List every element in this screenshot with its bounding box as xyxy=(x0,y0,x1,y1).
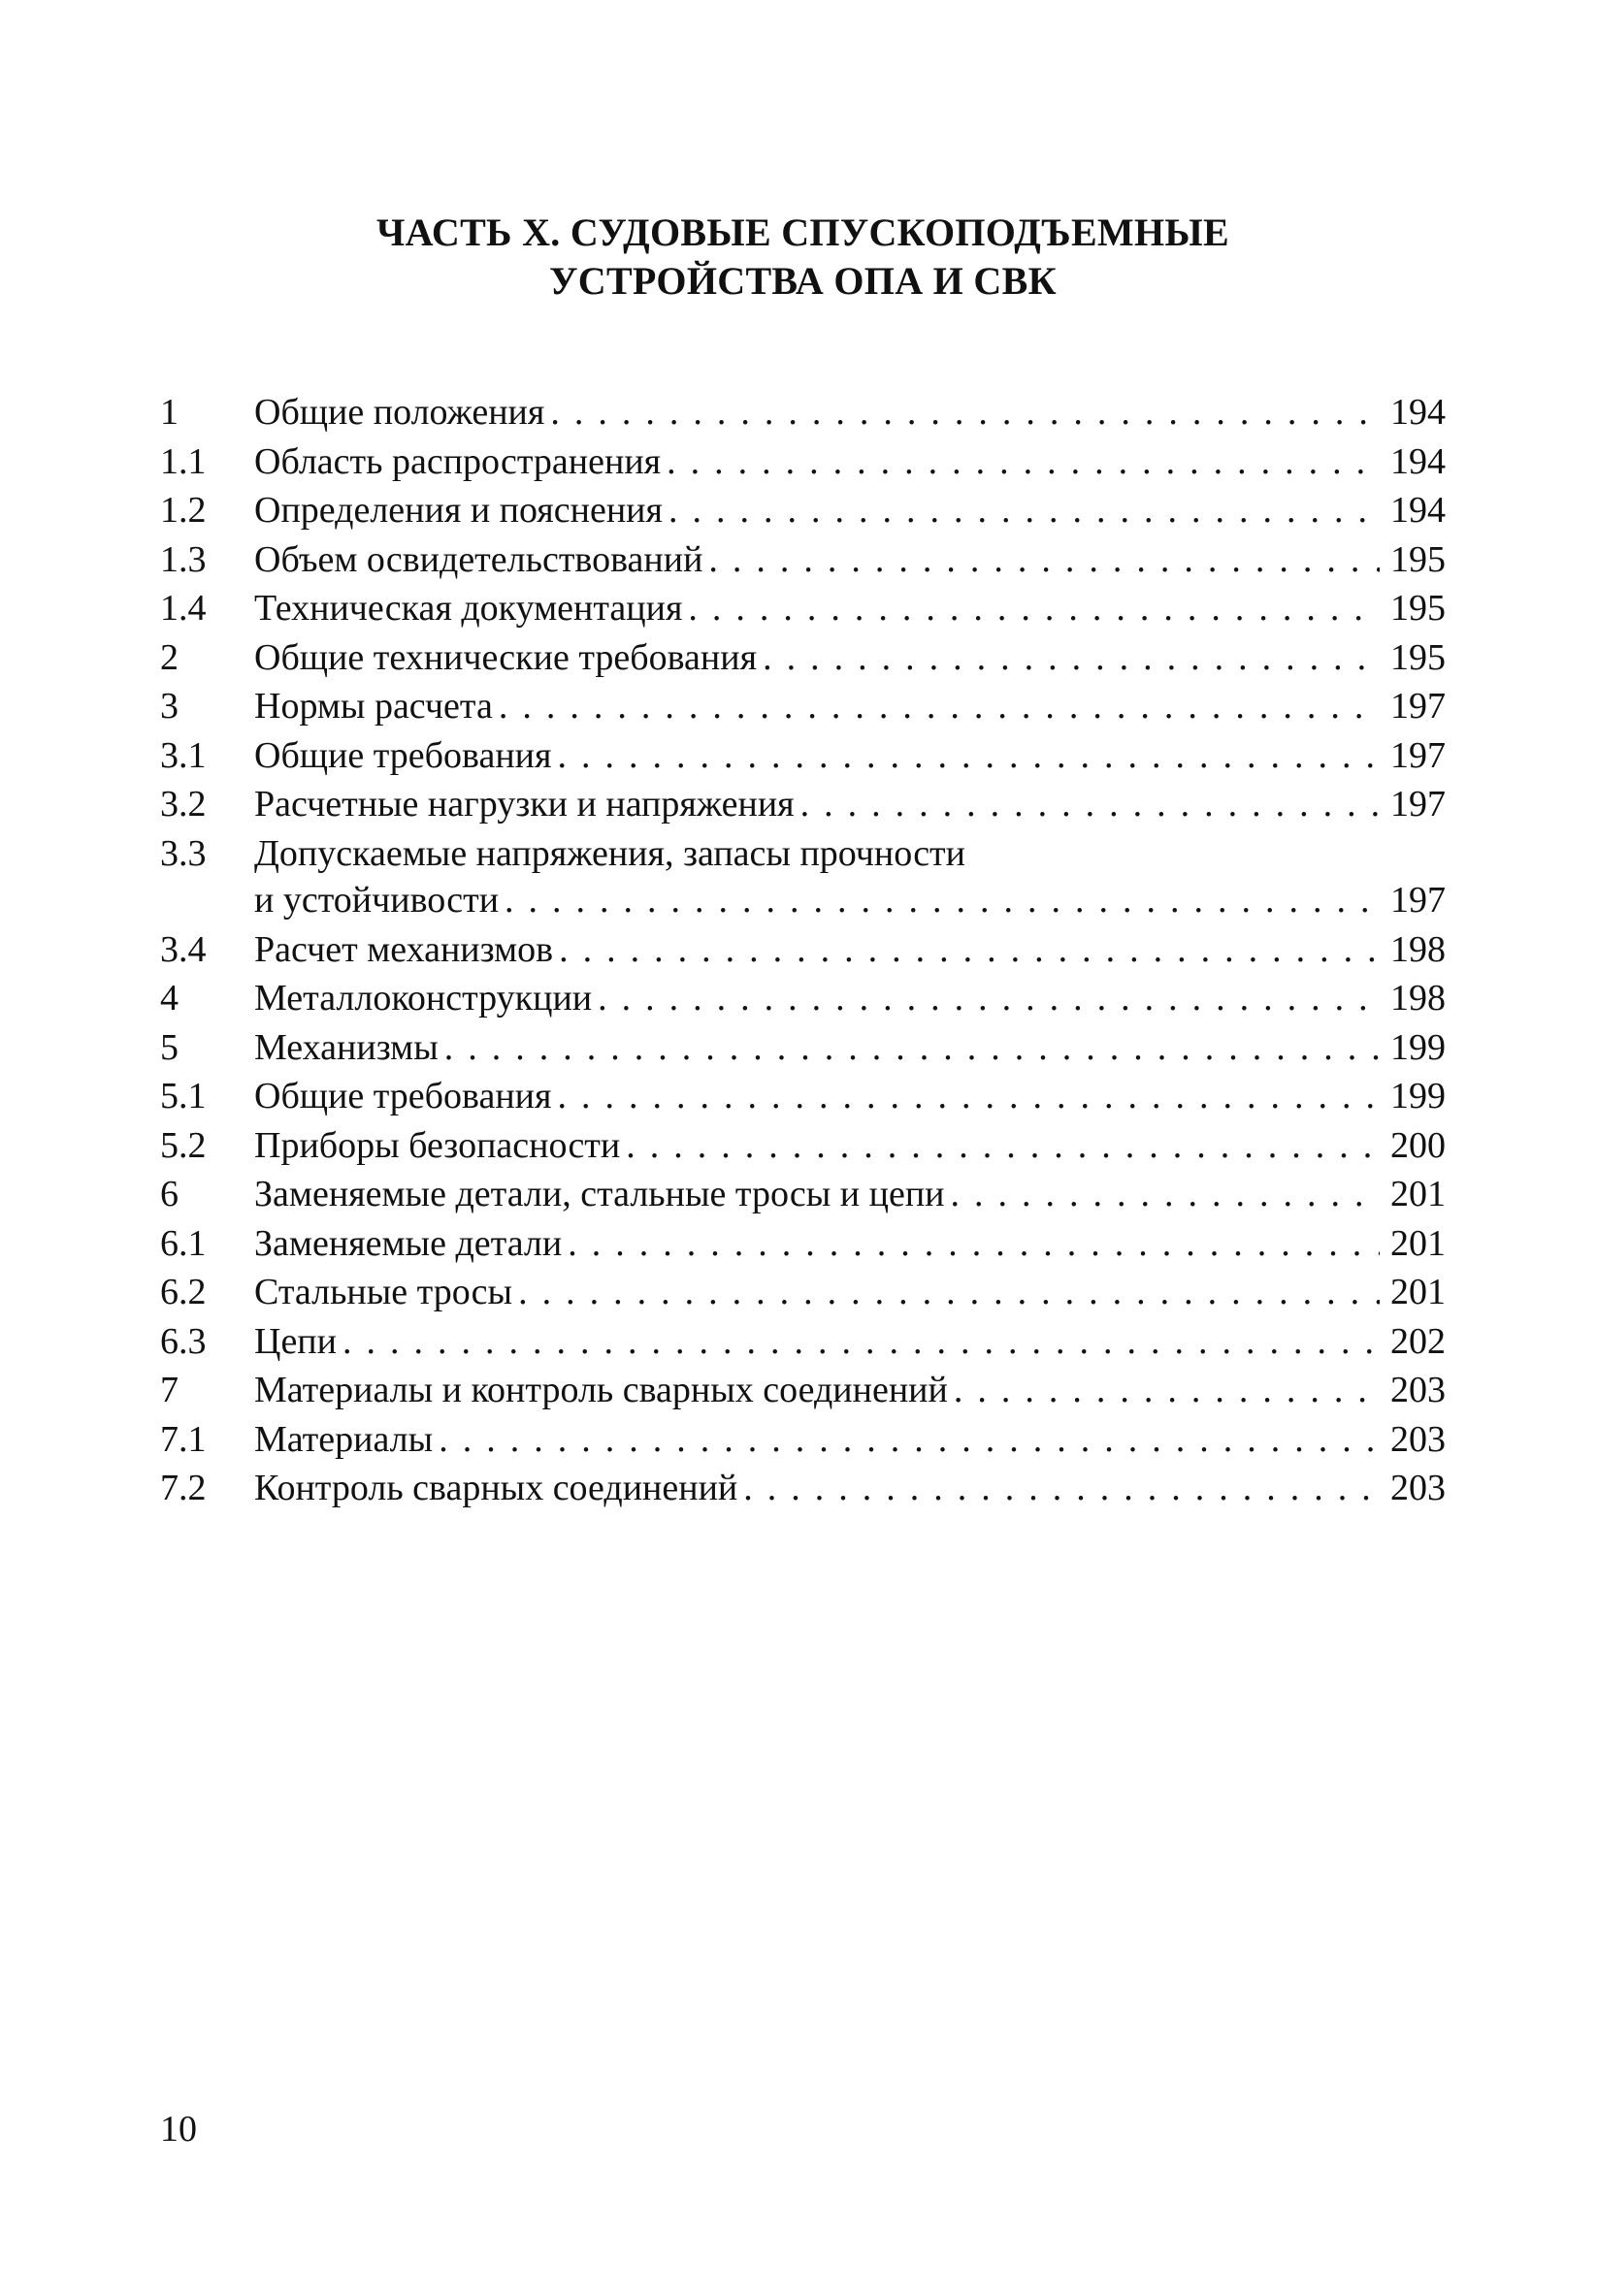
toc-entry-page: 201 xyxy=(1390,1272,1446,1312)
toc-entry-number: 6.2 xyxy=(160,1272,207,1312)
toc-entry-title: Нормы расчета xyxy=(254,686,493,727)
dot-leader xyxy=(559,925,1380,975)
toc-entry-number: 2 xyxy=(160,636,179,678)
toc-entry[interactable] xyxy=(160,1366,1446,1415)
toc-entry-number: 4 xyxy=(160,978,179,1019)
toc-entry[interactable] xyxy=(160,1072,1446,1121)
section-title-line-1: ЧАСТЬ X. СУДОВЫЕ СПУСКОПОДЪЕМНЫЕ xyxy=(376,210,1229,254)
dot-leader xyxy=(763,633,1380,683)
dot-leader xyxy=(800,780,1380,829)
toc-entry-title: Механизмы xyxy=(254,1026,439,1068)
table-of-contents xyxy=(160,388,1446,1513)
toc-entry[interactable] xyxy=(160,1170,1446,1219)
toc-entry[interactable] xyxy=(160,682,1446,731)
toc-entry-page: 203 xyxy=(1390,1468,1446,1508)
toc-entry-title: Общие требования xyxy=(254,1076,552,1116)
dot-leader xyxy=(557,1072,1380,1121)
toc-entry[interactable] xyxy=(160,1023,1446,1073)
toc-entry-title: Заменяемые детали, стальные тросы и цепи xyxy=(254,1174,945,1214)
dot-leader xyxy=(550,388,1380,437)
toc-entry-title-continued: и устойчивости xyxy=(254,880,500,921)
toc-entry-number: 5 xyxy=(160,1026,179,1068)
toc-entry-number: 1.4 xyxy=(160,588,207,629)
toc-entry-page: 199 xyxy=(1390,1076,1446,1116)
toc-entry-title: Область распространения xyxy=(254,440,662,482)
toc-entry-title: Контроль сварных соединений xyxy=(254,1468,738,1508)
toc-entry[interactable] xyxy=(160,1219,1446,1269)
toc-entry-title: Техническая документация xyxy=(254,588,683,629)
toc-entry-title: Расчетные нагрузки и напряжения xyxy=(254,784,795,825)
toc-entry[interactable] xyxy=(160,1268,1446,1317)
toc-entry-page: 201 xyxy=(1390,1222,1446,1264)
dot-leader xyxy=(668,486,1380,535)
section-title-line-2: УСТРОЙСТВА ОПА И СВК xyxy=(549,259,1057,303)
toc-entry[interactable] xyxy=(160,486,1446,535)
toc-entry-page: 199 xyxy=(1390,1026,1446,1068)
toc-entry-title: Допускаемые напряжения, запасы прочности xyxy=(254,832,966,874)
dot-leader xyxy=(954,1366,1380,1415)
toc-entry-number: 1.2 xyxy=(160,490,207,531)
toc-entry-number: 5.2 xyxy=(160,1124,207,1166)
toc-entry-page: 198 xyxy=(1390,928,1446,970)
toc-entry-title: Заменяемые детали xyxy=(254,1222,563,1264)
toc-entry-number: 3.3 xyxy=(160,832,207,874)
toc-entry[interactable] xyxy=(160,780,1446,829)
toc-entry-number: 3.2 xyxy=(160,784,207,825)
toc-entry-page: 198 xyxy=(1390,978,1446,1019)
toc-entry-number: 7.2 xyxy=(160,1468,207,1508)
toc-entry-title: Общие положения xyxy=(254,392,545,433)
toc-entry-number: 7 xyxy=(160,1370,179,1410)
toc-entry-page: 202 xyxy=(1390,1320,1446,1362)
dot-leader xyxy=(439,1415,1380,1465)
toc-entry-page: 200 xyxy=(1390,1124,1446,1166)
toc-entry[interactable] xyxy=(160,1121,1446,1171)
toc-entry-number: 1.3 xyxy=(160,538,207,580)
toc-entry[interactable] xyxy=(160,633,1446,683)
dot-leader xyxy=(626,1121,1380,1171)
toc-entry[interactable] xyxy=(160,829,1446,925)
dot-leader xyxy=(598,974,1380,1023)
toc-entry-title: Металлоконструкции xyxy=(254,978,593,1019)
section-title xyxy=(160,209,1446,306)
toc-entry-page: 197 xyxy=(1390,880,1446,921)
toc-entry-page: 201 xyxy=(1390,1174,1446,1214)
page-number: 10 xyxy=(160,2109,197,2150)
dot-leader xyxy=(518,1268,1380,1317)
dot-leader xyxy=(499,682,1380,731)
toc-entry[interactable] xyxy=(160,584,1446,633)
dot-leader xyxy=(688,584,1380,633)
toc-entry-number: 5.1 xyxy=(160,1076,207,1116)
toc-entry[interactable] xyxy=(160,974,1446,1023)
toc-entry-page: 194 xyxy=(1390,392,1446,433)
toc-entry-title: Материалы и контроль сварных соединений xyxy=(254,1370,948,1410)
dot-leader xyxy=(708,535,1380,585)
toc-entry[interactable] xyxy=(160,1415,1446,1465)
toc-entry-page: 203 xyxy=(1390,1370,1446,1410)
dot-leader xyxy=(743,1464,1380,1513)
toc-entry-title: Стальные тросы xyxy=(254,1272,513,1312)
toc-entry-page: 194 xyxy=(1390,440,1446,482)
toc-entry-title: Материалы xyxy=(254,1418,434,1460)
dot-leader xyxy=(444,1023,1380,1073)
toc-entry-number: 6 xyxy=(160,1174,179,1214)
toc-entry-page: 194 xyxy=(1390,490,1446,531)
toc-entry-page: 197 xyxy=(1390,686,1446,727)
toc-entry-number: 6.1 xyxy=(160,1222,207,1264)
toc-entry[interactable] xyxy=(160,388,1446,437)
toc-entry-number: 1 xyxy=(160,392,179,433)
dot-leader xyxy=(342,1317,1380,1367)
dot-leader xyxy=(568,1219,1380,1269)
toc-entry-page: 195 xyxy=(1390,588,1446,629)
dot-leader xyxy=(505,876,1380,925)
toc-entry-title: Объем освидетельствований xyxy=(254,538,703,580)
toc-entry[interactable] xyxy=(160,1317,1446,1367)
toc-entry-page: 197 xyxy=(1390,734,1446,776)
toc-entry-title: Общие технические требования xyxy=(254,636,758,678)
toc-entry-page: 195 xyxy=(1390,636,1446,678)
toc-entry-page: 197 xyxy=(1390,784,1446,825)
toc-entry[interactable] xyxy=(160,437,1446,487)
toc-entry[interactable] xyxy=(160,1464,1446,1513)
toc-entry-number: 3 xyxy=(160,686,179,727)
toc-entry[interactable] xyxy=(160,925,1446,975)
toc-entry-title: Приборы безопасности xyxy=(254,1124,621,1166)
toc-entry-title: Цепи xyxy=(254,1320,337,1362)
toc-entry-page: 203 xyxy=(1390,1418,1446,1460)
toc-entry-page: 195 xyxy=(1390,538,1446,580)
toc-entry-number: 3.4 xyxy=(160,928,207,970)
toc-entry-number: 3.1 xyxy=(160,734,207,776)
dot-leader xyxy=(667,437,1380,487)
dot-leader xyxy=(557,731,1380,781)
toc-entry-title: Расчет механизмов xyxy=(254,928,554,970)
toc-entry[interactable] xyxy=(160,535,1446,585)
toc-entry-title: Определения и пояснения xyxy=(254,490,663,531)
toc-entry-number: 7.1 xyxy=(160,1418,207,1460)
toc-entry-title: Общие требования xyxy=(254,734,552,776)
dot-leader xyxy=(951,1170,1381,1219)
toc-entry-number: 6.3 xyxy=(160,1320,207,1362)
toc-entry-number: 1.1 xyxy=(160,440,207,482)
toc-entry[interactable] xyxy=(160,731,1446,781)
